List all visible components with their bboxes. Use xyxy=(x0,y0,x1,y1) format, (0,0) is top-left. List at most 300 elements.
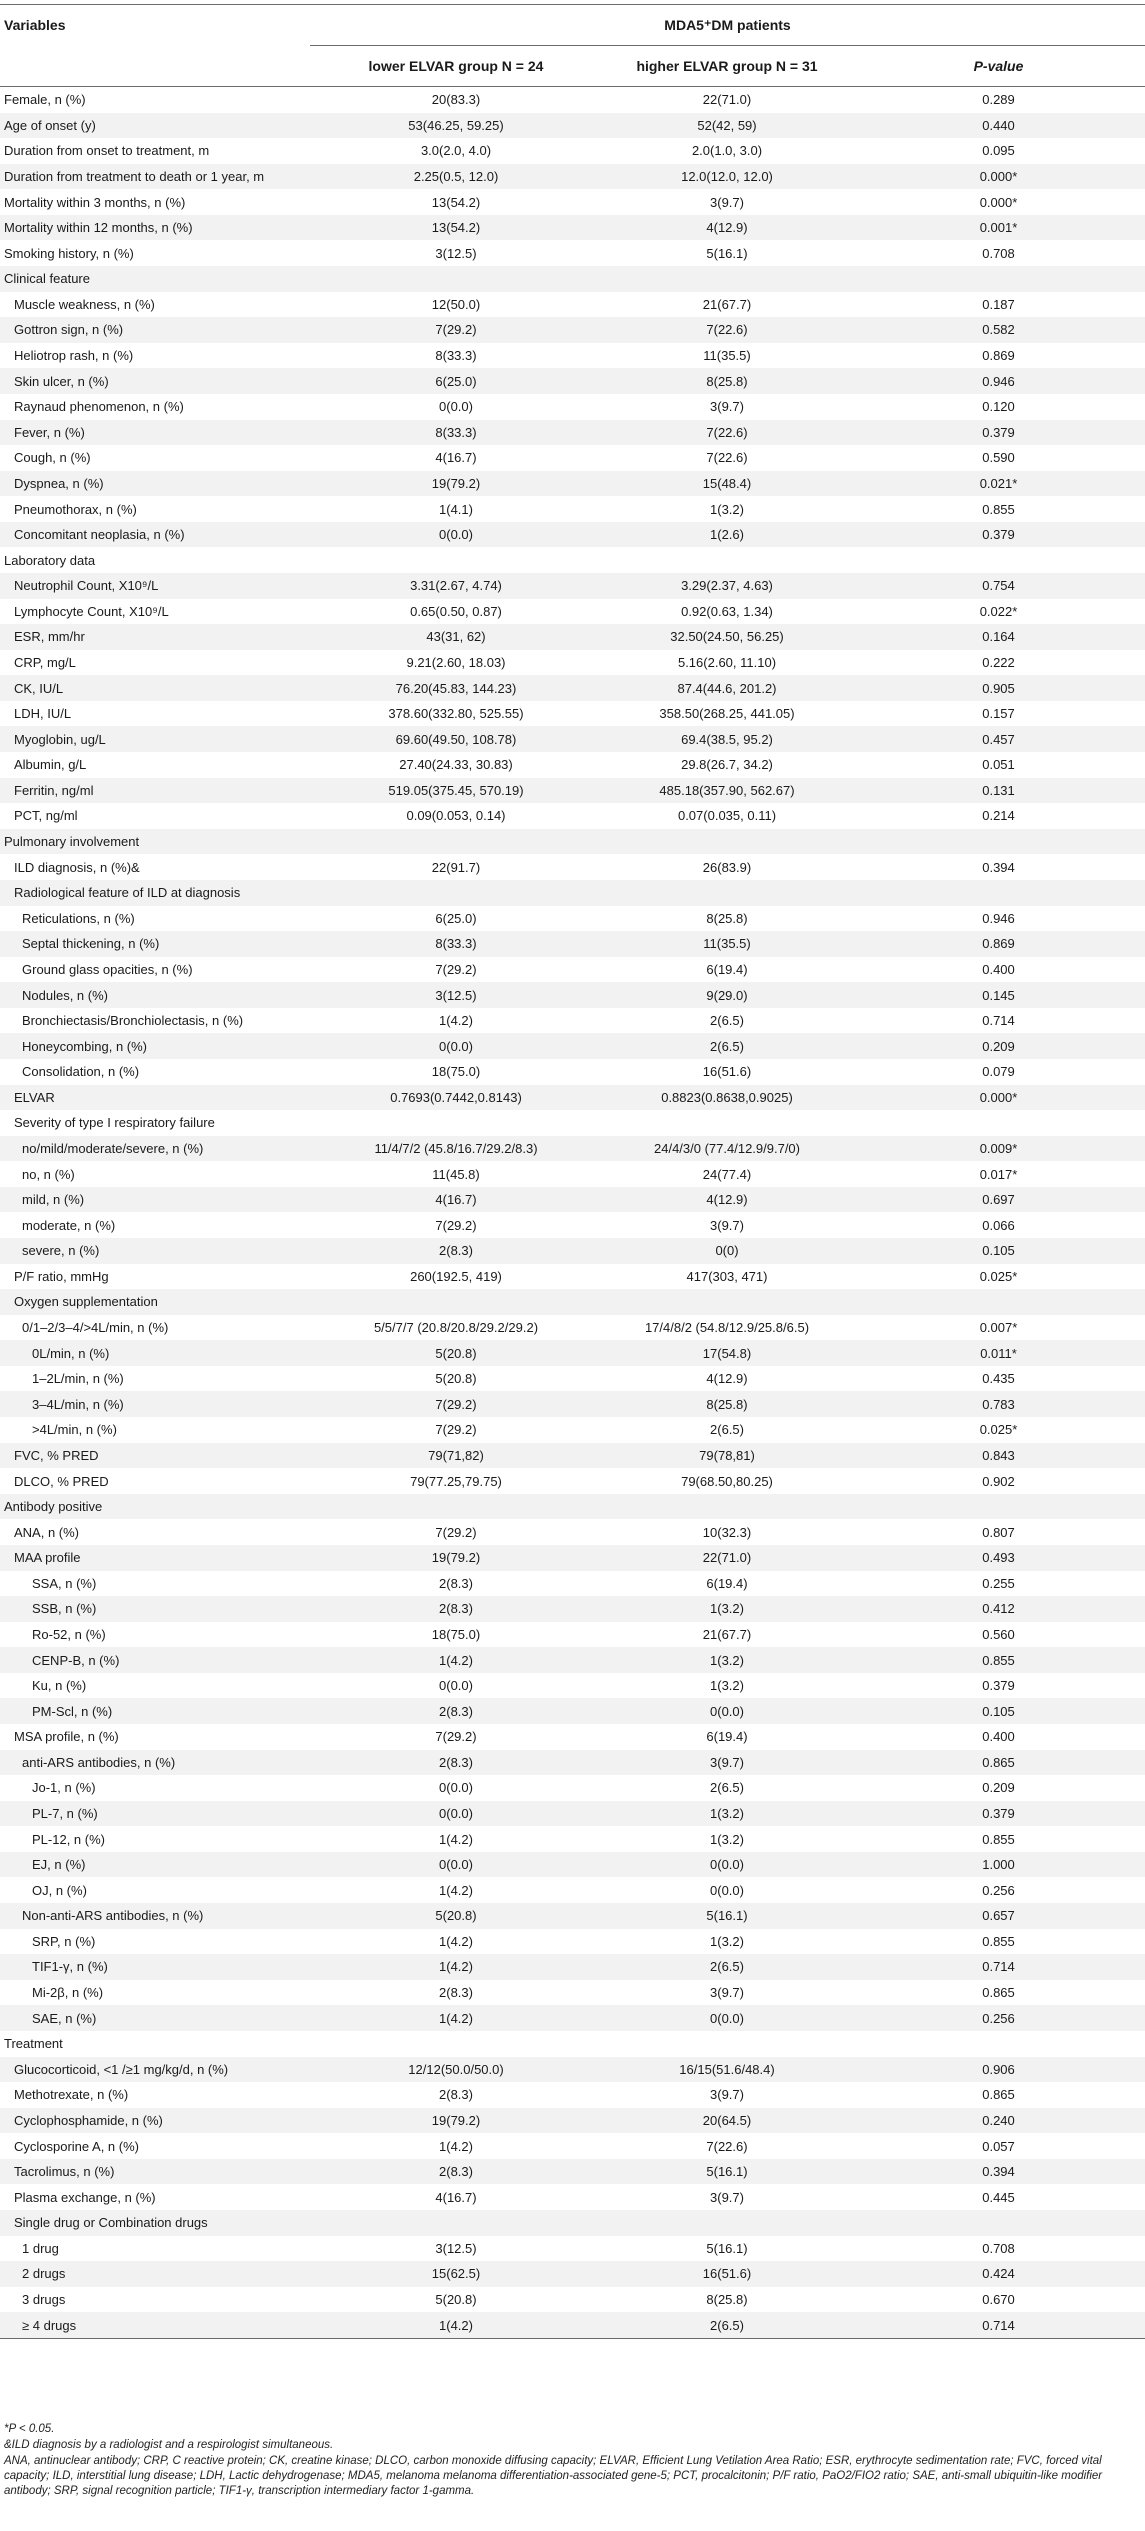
p-value: 0.007* xyxy=(852,1315,1145,1341)
p-value: 0.708 xyxy=(852,2236,1145,2262)
lower-elvar-value: 18(75.0) xyxy=(310,1059,602,1085)
p-value: 0.120 xyxy=(852,394,1145,420)
row-label: ILD diagnosis, n (%)& xyxy=(0,854,310,880)
table-row xyxy=(0,1519,1145,1545)
higher-elvar-value: 22(71.0) xyxy=(602,87,852,113)
higher-elvar-value: 0(0) xyxy=(602,1238,852,1264)
p-value: 0.905 xyxy=(852,675,1145,701)
p-value: 0.783 xyxy=(852,1391,1145,1417)
row-label: Glucocorticoid, <1 /≥1 mg/kg/d, n (%) xyxy=(0,2057,310,2083)
lower-elvar-value: 13(54.2) xyxy=(310,189,602,215)
lower-elvar-value: 19(79.2) xyxy=(310,471,602,497)
row-label: PL-12, n (%) xyxy=(0,1826,310,1852)
row-label: Gottron sign, n (%) xyxy=(0,317,310,343)
p-value: 0.400 xyxy=(852,1724,1145,1750)
table-row xyxy=(0,266,1145,292)
row-label: Fever, n (%) xyxy=(0,420,310,446)
higher-elvar-value: 0(0.0) xyxy=(602,1877,852,1903)
row-label: ELVAR xyxy=(0,1085,310,1111)
p-value: 0.855 xyxy=(852,496,1145,522)
higher-elvar-value: 5.16(2.60, 11.10) xyxy=(602,650,852,676)
lower-elvar-value: 2(8.3) xyxy=(310,1980,602,2006)
row-label: PL-7, n (%) xyxy=(0,1801,310,1827)
row-label: ESR, mm/hr xyxy=(0,624,310,650)
table-row xyxy=(0,547,1145,573)
p-value: 0.021* xyxy=(852,471,1145,497)
lower-elvar-value: 260(192.5, 419) xyxy=(310,1264,602,1290)
table-row xyxy=(0,317,1145,343)
higher-elvar-value: 3(9.7) xyxy=(602,2082,852,2108)
p-value: 0.902 xyxy=(852,1468,1145,1494)
lower-elvar-value xyxy=(310,880,602,906)
table-row xyxy=(0,1545,1145,1571)
p-value: 0.051 xyxy=(852,752,1145,778)
row-label: Nodules, n (%) xyxy=(0,982,310,1008)
row-label: 3 drugs xyxy=(0,2287,310,2313)
table-row xyxy=(0,1340,1145,1366)
higher-elvar-value xyxy=(602,266,852,292)
p-value: 0.105 xyxy=(852,1698,1145,1724)
p-value: 0.946 xyxy=(852,906,1145,932)
p-value: 0.095 xyxy=(852,138,1145,164)
higher-elvar-value: 7(22.6) xyxy=(602,317,852,343)
p-value: 0.412 xyxy=(852,1596,1145,1622)
p-value: 0.379 xyxy=(852,522,1145,548)
row-label: Tacrolimus, n (%) xyxy=(0,2159,310,2185)
lower-elvar-value: 2(8.3) xyxy=(310,1596,602,1622)
table-row xyxy=(0,1391,1145,1417)
row-label: ≥ 4 drugs xyxy=(0,2312,310,2338)
higher-elvar-value: 1(3.2) xyxy=(602,496,852,522)
p-value xyxy=(852,547,1145,573)
row-label: SRP, n (%) xyxy=(0,1929,310,1955)
lower-elvar-value: 0(0.0) xyxy=(310,1775,602,1801)
row-label: 3–4L/min, n (%) xyxy=(0,1391,310,1417)
lower-elvar-value: 7(29.2) xyxy=(310,1212,602,1238)
row-label: Clinical feature xyxy=(0,266,310,292)
higher-elvar-value: 1(3.2) xyxy=(602,1596,852,1622)
lower-elvar-value xyxy=(310,829,602,855)
row-label: Smoking history, n (%) xyxy=(0,240,310,266)
lower-elvar-value: 43(31, 62) xyxy=(310,624,602,650)
row-label: no/mild/moderate/severe, n (%) xyxy=(0,1136,310,1162)
higher-elvar-value: 11(35.5) xyxy=(602,931,852,957)
p-value: 0.394 xyxy=(852,2159,1145,2185)
row-label: OJ, n (%) xyxy=(0,1877,310,1903)
row-label: Skin ulcer, n (%) xyxy=(0,368,310,394)
higher-elvar-value: 22(71.0) xyxy=(602,1545,852,1571)
higher-elvar-value: 6(19.4) xyxy=(602,1724,852,1750)
row-label: Muscle weakness, n (%) xyxy=(0,292,310,318)
higher-elvar-value: 20(64.5) xyxy=(602,2108,852,2134)
p-value: 0.025* xyxy=(852,1417,1145,1443)
row-label: PCT, ng/ml xyxy=(0,803,310,829)
p-value: 0.256 xyxy=(852,1877,1145,1903)
table-row xyxy=(0,2108,1145,2134)
higher-elvar-value: 6(19.4) xyxy=(602,957,852,983)
p-value: 0.157 xyxy=(852,701,1145,727)
p-value: 0.906 xyxy=(852,2057,1145,2083)
table-row xyxy=(0,471,1145,497)
lower-elvar-value: 79(77.25,79.75) xyxy=(310,1468,602,1494)
higher-elvar-value: 3(9.7) xyxy=(602,1750,852,1776)
row-label: Methotrexate, n (%) xyxy=(0,2082,310,2108)
table-row xyxy=(0,1366,1145,1392)
row-label: Duration from onset to treatment, m xyxy=(0,138,310,164)
higher-elvar-value: 2(6.5) xyxy=(602,1033,852,1059)
p-value: 0.590 xyxy=(852,445,1145,471)
higher-elvar-value xyxy=(602,2210,852,2236)
table-row xyxy=(0,164,1145,190)
p-value: 0.222 xyxy=(852,650,1145,676)
p-value xyxy=(852,266,1145,292)
p-value: 0.187 xyxy=(852,292,1145,318)
p-value: 0.445 xyxy=(852,2184,1145,2210)
table-row xyxy=(0,1417,1145,1443)
row-label: Jo-1, n (%) xyxy=(0,1775,310,1801)
higher-elvar-value: 11(35.5) xyxy=(602,343,852,369)
table-row xyxy=(0,1059,1145,1085)
p-value: 0.379 xyxy=(852,420,1145,446)
higher-elvar-value: 24/4/3/0 (77.4/12.9/9.7/0) xyxy=(602,1136,852,1162)
p-value: 0.145 xyxy=(852,982,1145,1008)
table-row xyxy=(0,726,1145,752)
table-row xyxy=(0,2287,1145,2313)
row-label: Cough, n (%) xyxy=(0,445,310,471)
table-row xyxy=(0,624,1145,650)
row-label: Ground glass opacities, n (%) xyxy=(0,957,310,983)
lower-elvar-value: 2(8.3) xyxy=(310,1698,602,1724)
higher-elvar-value: 12.0(12.0, 12.0) xyxy=(602,164,852,190)
row-label: 1–2L/min, n (%) xyxy=(0,1366,310,1392)
table-row xyxy=(0,343,1145,369)
lower-elvar-value: 2(8.3) xyxy=(310,1750,602,1776)
higher-elvar-value: 79(68.50,80.25) xyxy=(602,1468,852,1494)
higher-elvar-value: 0.92(0.63, 1.34) xyxy=(602,599,852,625)
row-label: Female, n (%) xyxy=(0,87,310,113)
higher-elvar-value: 2(6.5) xyxy=(602,2312,852,2338)
table-row xyxy=(0,1698,1145,1724)
lower-elvar-value: 1(4.2) xyxy=(310,2133,602,2159)
table-row xyxy=(0,1443,1145,1469)
table-row xyxy=(0,752,1145,778)
lower-elvar-value xyxy=(310,547,602,573)
lower-elvar-value: 7(29.2) xyxy=(310,1519,602,1545)
table-row xyxy=(0,2082,1145,2108)
p-value: 0.011* xyxy=(852,1340,1145,1366)
row-label: MSA profile, n (%) xyxy=(0,1724,310,1750)
lower-elvar-value: 8(33.3) xyxy=(310,343,602,369)
p-value: 0.214 xyxy=(852,803,1145,829)
lower-elvar-value: 20(83.3) xyxy=(310,87,602,113)
p-value: 0.754 xyxy=(852,573,1145,599)
table-row xyxy=(0,1110,1145,1136)
row-label: mild, n (%) xyxy=(0,1187,310,1213)
lower-elvar-value: 1(4.2) xyxy=(310,1008,602,1034)
p-value: 0.255 xyxy=(852,1571,1145,1597)
p-value: 0.657 xyxy=(852,1903,1145,1929)
p-value: 0.424 xyxy=(852,2261,1145,2287)
table-row xyxy=(0,1289,1145,1315)
row-label: Heliotrop rash, n (%) xyxy=(0,343,310,369)
p-value: 0.946 xyxy=(852,368,1145,394)
higher-elvar-value: 87.4(44.6, 201.2) xyxy=(602,675,852,701)
lower-elvar-value xyxy=(310,2210,602,2236)
higher-elvar-value: 2(6.5) xyxy=(602,1417,852,1443)
higher-elvar-value: 8(25.8) xyxy=(602,1391,852,1417)
higher-elvar-value: 5(16.1) xyxy=(602,2236,852,2262)
row-label: Myoglobin, ug/L xyxy=(0,726,310,752)
lower-elvar-value: 0.7693(0.7442,0.8143) xyxy=(310,1085,602,1111)
p-value xyxy=(852,1110,1145,1136)
p-value: 0.394 xyxy=(852,854,1145,880)
p-value: 0.079 xyxy=(852,1059,1145,1085)
table-row xyxy=(0,1161,1145,1187)
row-label: SAE, n (%) xyxy=(0,2005,310,2031)
table-row xyxy=(0,522,1145,548)
table-row xyxy=(0,1801,1145,1827)
table-row xyxy=(0,1775,1145,1801)
table-row xyxy=(0,1954,1145,1980)
higher-elvar-value: 0.8823(0.8638,0.9025) xyxy=(602,1085,852,1111)
higher-elvar-value: 8(25.8) xyxy=(602,906,852,932)
higher-elvar-value: 6(19.4) xyxy=(602,1571,852,1597)
p-value: 0.025* xyxy=(852,1264,1145,1290)
lower-elvar-value: 53(46.25, 59.25) xyxy=(310,113,602,139)
higher-elvar-value xyxy=(602,1494,852,1520)
row-label: Ferritin, ng/ml xyxy=(0,778,310,804)
row-label: Lymphocyte Count, X10⁹/L xyxy=(0,599,310,625)
blank-header xyxy=(0,46,310,87)
table-row xyxy=(0,778,1145,804)
row-label: Ku, n (%) xyxy=(0,1673,310,1699)
higher-elvar-value: 17/4/8/2 (54.8/12.9/25.8/6.5) xyxy=(602,1315,852,1341)
lower-elvar-value: 0(0.0) xyxy=(310,1673,602,1699)
row-label: 0L/min, n (%) xyxy=(0,1340,310,1366)
lower-elvar-value: 378.60(332.80, 525.55) xyxy=(310,701,602,727)
p-value: 0.843 xyxy=(852,1443,1145,1469)
p-value: 0.714 xyxy=(852,1008,1145,1034)
lower-elvar-value: 7(29.2) xyxy=(310,1724,602,1750)
higher-elvar-value: 9(29.0) xyxy=(602,982,852,1008)
lower-elvar-value: 1(4.2) xyxy=(310,1954,602,1980)
table-row xyxy=(0,906,1145,932)
table-row xyxy=(0,2159,1145,2185)
p-value: 0.855 xyxy=(852,1647,1145,1673)
table-row xyxy=(0,1852,1145,1878)
p-value: 0.435 xyxy=(852,1366,1145,1392)
row-label: Bronchiectasis/Bronchiolectasis, n (%) xyxy=(0,1008,310,1034)
higher-elvar-value: 358.50(268.25, 441.05) xyxy=(602,701,852,727)
p-value: 0.560 xyxy=(852,1622,1145,1648)
lower-elvar-value xyxy=(310,1110,602,1136)
table-row xyxy=(0,1647,1145,1673)
table-row xyxy=(0,1212,1145,1238)
table-row xyxy=(0,957,1145,983)
ild-note: &ILD diagnosis by a radiologist and a respirologist simultaneous. xyxy=(4,2439,334,2451)
p-value: 0.855 xyxy=(852,1826,1145,1852)
higher-elvar-value: 3(9.7) xyxy=(602,1980,852,2006)
higher-elvar-value: 2.0(1.0, 3.0) xyxy=(602,138,852,164)
higher-elvar-value: 4(12.9) xyxy=(602,215,852,241)
table-row xyxy=(0,880,1145,906)
p-value: 0.105 xyxy=(852,1238,1145,1264)
p-value: 0.009* xyxy=(852,1136,1145,1162)
higher-elvar-value: 3.29(2.37, 4.63) xyxy=(602,573,852,599)
lower-elvar-value: 19(79.2) xyxy=(310,1545,602,1571)
row-label: 2 drugs xyxy=(0,2261,310,2287)
higher-elvar-value: 16/15(51.6/48.4) xyxy=(602,2057,852,2083)
table-row xyxy=(0,1724,1145,1750)
higher-elvar-value: 32.50(24.50, 56.25) xyxy=(602,624,852,650)
lower-elvar-value: 13(54.2) xyxy=(310,215,602,241)
lower-elvar-value: 0(0.0) xyxy=(310,1852,602,1878)
table-row xyxy=(0,1903,1145,1929)
lower-elvar-value: 8(33.3) xyxy=(310,931,602,957)
table-row xyxy=(0,701,1145,727)
table-row xyxy=(0,2133,1145,2159)
row-label: Septal thickening, n (%) xyxy=(0,931,310,957)
row-label: anti-ARS antibodies, n (%) xyxy=(0,1750,310,1776)
row-label: Albumin, g/L xyxy=(0,752,310,778)
higher-elvar-value: 1(3.2) xyxy=(602,1647,852,1673)
row-label: severe, n (%) xyxy=(0,1238,310,1264)
lower-elvar-value: 2.25(0.5, 12.0) xyxy=(310,164,602,190)
p-value: 0.400 xyxy=(852,957,1145,983)
row-label: ANA, n (%) xyxy=(0,1519,310,1545)
higher-elvar-value: 21(67.7) xyxy=(602,292,852,318)
higher-elvar-value: 1(2.6) xyxy=(602,522,852,548)
p-value: 0.807 xyxy=(852,1519,1145,1545)
lower-elvar-value: 19(79.2) xyxy=(310,2108,602,2134)
lower-elvar-value: 2(8.3) xyxy=(310,1238,602,1264)
table-row xyxy=(0,2184,1145,2210)
row-label: TIF1-γ, n (%) xyxy=(0,1954,310,1980)
lower-elvar-value: 6(25.0) xyxy=(310,368,602,394)
table-row xyxy=(0,1980,1145,2006)
lower-elvar-value: 4(16.7) xyxy=(310,445,602,471)
higher-elvar-value: 24(77.4) xyxy=(602,1161,852,1187)
p-value: 0.000* xyxy=(852,1085,1145,1111)
row-label: Antibody positive xyxy=(0,1494,310,1520)
higher-elvar-value: 5(16.1) xyxy=(602,1903,852,1929)
table-row xyxy=(0,2210,1145,2236)
lower-elvar-value: 2(8.3) xyxy=(310,1571,602,1597)
table-row xyxy=(0,1008,1145,1034)
group-title: MDA5⁺DM patients xyxy=(310,5,1145,46)
p-value: 0.697 xyxy=(852,1187,1145,1213)
row-label: CK, IU/L xyxy=(0,675,310,701)
row-label: Plasma exchange, n (%) xyxy=(0,2184,310,2210)
p-value: 0.708 xyxy=(852,240,1145,266)
lower-elvar-value xyxy=(310,2031,602,2057)
higher-elvar-value: 2(6.5) xyxy=(602,1954,852,1980)
higher-elvar-value xyxy=(602,2031,852,2057)
p-value: 0.209 xyxy=(852,1775,1145,1801)
lower-elvar-value: 8(33.3) xyxy=(310,420,602,446)
p-value: 0.493 xyxy=(852,1545,1145,1571)
lower-elvar-value: 5(20.8) xyxy=(310,1366,602,1392)
table-row xyxy=(0,1315,1145,1341)
variables-header: Variables xyxy=(4,17,66,34)
table-row xyxy=(0,2031,1145,2057)
p-value: 0.131 xyxy=(852,778,1145,804)
higher-elvar-value: 0.07(0.035, 0.11) xyxy=(602,803,852,829)
higher-elvar-value: 8(25.8) xyxy=(602,368,852,394)
lower-elvar-value: 2(8.3) xyxy=(310,2082,602,2108)
higher-elvar-value: 1(3.2) xyxy=(602,1929,852,1955)
table-row xyxy=(0,87,1145,113)
p-value: 0.855 xyxy=(852,1929,1145,1955)
table-row xyxy=(0,675,1145,701)
higher-elvar-value: 417(303, 471) xyxy=(602,1264,852,1290)
higher-elvar-value: 79(78,81) xyxy=(602,1443,852,1469)
table-row xyxy=(0,1571,1145,1597)
higher-elvar-value: 16(51.6) xyxy=(602,1059,852,1085)
row-label: Pulmonary involvement xyxy=(0,829,310,855)
row-label: Laboratory data xyxy=(0,547,310,573)
p-value: 0.379 xyxy=(852,1673,1145,1699)
lower-elvar-value: 12/12(50.0/50.0) xyxy=(310,2057,602,2083)
table-row xyxy=(0,803,1145,829)
lower-elvar-value: 6(25.0) xyxy=(310,906,602,932)
table-row xyxy=(0,854,1145,880)
row-label: SSB, n (%) xyxy=(0,1596,310,1622)
table-row xyxy=(0,420,1145,446)
higher-elvar-value: 4(12.9) xyxy=(602,1187,852,1213)
p-value: 0.209 xyxy=(852,1033,1145,1059)
table-row xyxy=(0,138,1145,164)
row-label: LDH, IU/L xyxy=(0,701,310,727)
lower-elvar-value: 1(4.2) xyxy=(310,2312,602,2338)
row-label: Concomitant neoplasia, n (%) xyxy=(0,522,310,548)
row-label: DLCO, % PRED xyxy=(0,1468,310,1494)
lower-elvar-value: 5(20.8) xyxy=(310,1340,602,1366)
higher-elvar-value: 5(16.1) xyxy=(602,240,852,266)
p-value xyxy=(852,880,1145,906)
table-row xyxy=(0,1622,1145,1648)
lower-elvar-value: 76.20(45.83, 144.23) xyxy=(310,675,602,701)
row-label: FVC, % PRED xyxy=(0,1443,310,1469)
table-row xyxy=(0,1494,1145,1520)
higher-elvar-value: 8(25.8) xyxy=(602,2287,852,2313)
higher-elvar-value: 69.4(38.5, 95.2) xyxy=(602,726,852,752)
lower-elvar-value: 12(50.0) xyxy=(310,292,602,318)
abbreviations-note: ANA, antinuclear antibody; CRP, C reactive protein; CK, creatine kinase; DLCO, carbon monoxide diffusing capacity; ELVAR, Efficient Lung Vetilation Area Ratio; ESR, erythrocyte sedimentation rate; FVC, forced vital capacity; ILD, interstitial lung disease; LDH, Lactic dehydrogenase; MDA5, melanoma melanoma differentiation-associated gene-5; PCT, procalcitonin; P/F ratio, PaO2/FIO2 ratio; SAE, anti-small ubiquitin-like modifier antibody; SRP, signal recognition particle; TIF1-γ, transcription intermediary factor 1-gamma. xyxy=(4,2455,1103,2497)
higher-elvar-value: 3(9.7) xyxy=(602,394,852,420)
table-row xyxy=(0,2057,1145,2083)
row-label: Single drug or Combination drugs xyxy=(0,2210,310,2236)
lower-elvar-value: 4(16.7) xyxy=(310,2184,602,2210)
lower-elvar-value: 1(4.2) xyxy=(310,2005,602,2031)
lower-elvar-value: 5(20.8) xyxy=(310,2287,602,2313)
table-row xyxy=(0,1596,1145,1622)
higher-elvar-value: 15(48.4) xyxy=(602,471,852,497)
lower-elvar-value: 1(4.2) xyxy=(310,1647,602,1673)
p-value: 0.164 xyxy=(852,624,1145,650)
p-value: 0.000* xyxy=(852,189,1145,215)
row-label: Non-anti-ARS antibodies, n (%) xyxy=(0,1903,310,1929)
table-row xyxy=(0,650,1145,676)
lower-elvar-value: 11(45.8) xyxy=(310,1161,602,1187)
row-label: Treatment xyxy=(0,2031,310,2057)
lower-elvar-value: 3(12.5) xyxy=(310,2236,602,2262)
p-value xyxy=(852,1289,1145,1315)
lower-elvar-value: 1(4.2) xyxy=(310,1929,602,1955)
table-row xyxy=(0,2312,1145,2338)
table-row xyxy=(0,599,1145,625)
higher-elvar-value: 0(0.0) xyxy=(602,2005,852,2031)
